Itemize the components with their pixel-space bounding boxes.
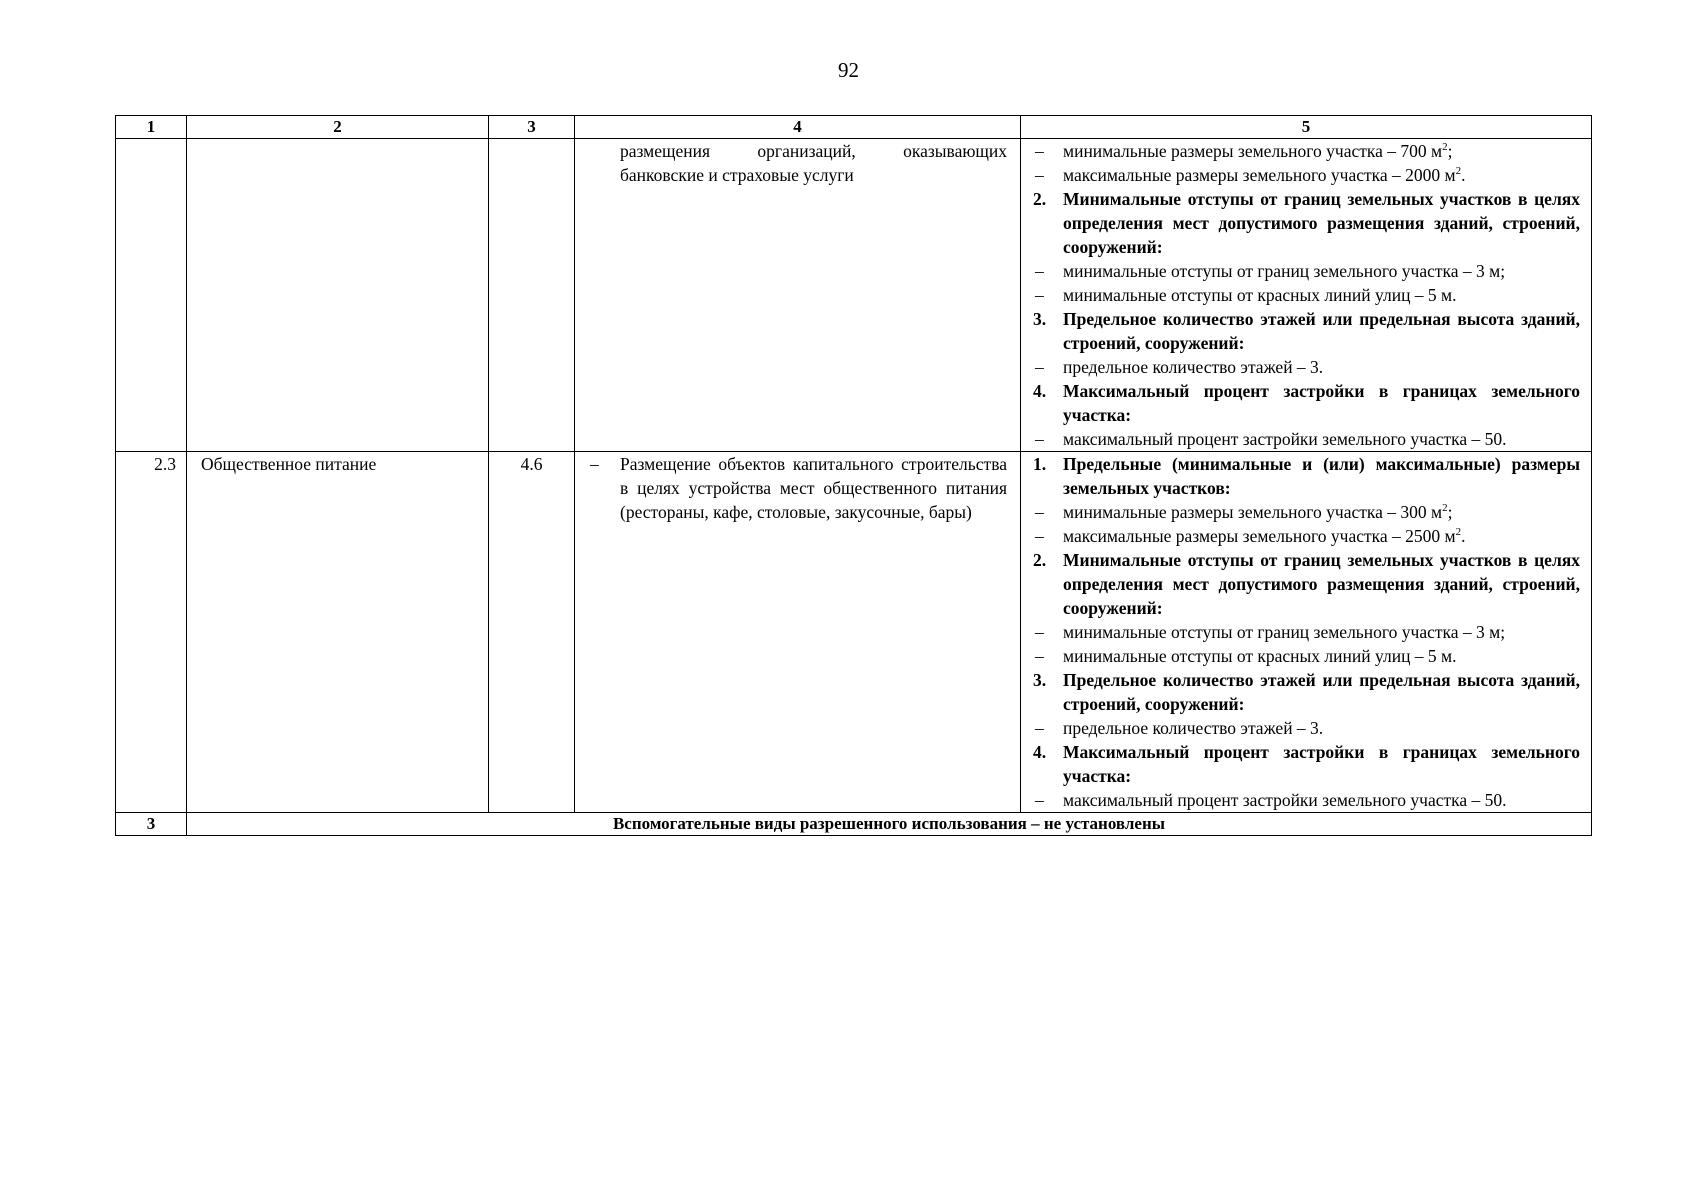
superscript: 2 xyxy=(1455,165,1462,177)
cell-code: 4.6 xyxy=(489,452,575,813)
footer-row xyxy=(116,813,1592,836)
item-number: 2. xyxy=(1033,550,1047,570)
dash-marker: – xyxy=(1035,502,1044,522)
numbered-item xyxy=(1033,452,1580,500)
dash-item xyxy=(1033,427,1580,451)
dash-marker: – xyxy=(1035,790,1044,810)
dash-marker: – xyxy=(1035,261,1044,281)
item-text: минимальные отступы от границ земельного участка – 3 м; xyxy=(1063,622,1506,642)
superscript: 2 xyxy=(1442,502,1448,514)
dash-item xyxy=(1033,524,1580,548)
dash-marker: – xyxy=(590,454,599,474)
footer-number: 3 xyxy=(116,813,187,836)
cell-parameters xyxy=(1021,139,1592,452)
dash-marker: – xyxy=(1035,357,1044,377)
dash-item xyxy=(1033,259,1580,283)
item-text: минимальные отступы от красных линий улиц – 5 м. xyxy=(1063,646,1457,666)
item-number: 2. xyxy=(1033,189,1047,209)
superscript: 2 xyxy=(1455,526,1462,538)
dash-marker: – xyxy=(1035,165,1044,185)
item-text: Максимальный процент застройки в границах земельного участка: xyxy=(1063,742,1580,786)
item-text: минимальные отступы от красных линий улиц – 5 м. xyxy=(1063,285,1457,305)
item-text: максимальный процент застройки земельного участка – 50. xyxy=(1063,429,1507,449)
numbered-item xyxy=(1033,668,1580,716)
cell-parameters xyxy=(1021,452,1592,813)
dash-marker: – xyxy=(1035,429,1044,449)
item-number: 3. xyxy=(1033,670,1047,690)
dash-item xyxy=(1033,644,1580,668)
cell-number xyxy=(116,139,187,452)
cell-use-name: Общественное питание xyxy=(187,452,489,813)
item-text: минимальные отступы от границ земельного участка – 3 м; xyxy=(1063,261,1506,281)
item-number: 3. xyxy=(1033,309,1047,329)
dash-marker: – xyxy=(1035,285,1044,305)
item-text: максимальные размеры земельного участка – 2500 $м^2$. xyxy=(1063,526,1466,546)
item-number: 4. xyxy=(1033,742,1047,762)
dash-marker: – xyxy=(1035,622,1044,642)
dash-item xyxy=(1033,283,1580,307)
item-text: предельное количество этажей – 3. xyxy=(1063,718,1324,738)
cell-code xyxy=(489,139,575,452)
item-text: максимальный процент застройки земельного участка – 50. xyxy=(1063,790,1507,810)
item-text: минимальные размеры земельного участка – 300 $м^2$; xyxy=(1063,502,1453,522)
table-row-2-3 xyxy=(116,452,1592,813)
header-row xyxy=(116,116,1592,139)
cell-number: 2.3 xyxy=(116,452,187,813)
description-text: Размещение объектов капитального строительства в целях устройства мест общественного питания (рестораны, кафе, столовые, закусочные, бары) xyxy=(620,454,1007,522)
page-number: 92 xyxy=(838,58,859,82)
footer-text: Вспомогательные виды разрешенного использования – не установлены xyxy=(187,813,1592,836)
dash-marker: – xyxy=(1035,141,1044,161)
dash-marker: – xyxy=(1035,526,1044,546)
dash-item xyxy=(1033,500,1580,524)
table-row-continued xyxy=(116,139,1592,452)
item-text: предельное количество этажей – 3. xyxy=(1063,357,1324,377)
dash-item xyxy=(1033,139,1580,163)
regulations-table xyxy=(115,115,1592,836)
dash-item xyxy=(1033,163,1580,187)
item-number: 4. xyxy=(1033,381,1047,401)
dash-item xyxy=(1033,716,1580,740)
cell-description xyxy=(575,452,1021,813)
header-cell-3: 3 xyxy=(489,116,575,139)
parameters-list xyxy=(1033,139,1580,451)
dash-marker: – xyxy=(1035,718,1044,738)
header-cell-2: 2 xyxy=(187,116,489,139)
item-text: Максимальный процент застройки в границах земельного участка: xyxy=(1063,381,1580,425)
item-text: Предельное количество этажей или предельная высота зданий, строений, сооружений: xyxy=(1063,670,1580,714)
item-text: Предельное количество этажей или предельная высота зданий, строений, сооружений: xyxy=(1063,309,1580,353)
item-text: Минимальные отступы от границ земельных участков в целях определения мест допустимого размещения зданий, строений, сооружений: xyxy=(1063,550,1580,618)
item-number: 1. xyxy=(1033,454,1047,474)
item-text: Предельные (минимальные и (или) максимальные) размеры земельных участков: xyxy=(1063,454,1580,498)
dash-item xyxy=(1033,788,1580,812)
cell-description xyxy=(575,139,1021,452)
numbered-item xyxy=(1033,379,1580,427)
item-text: максимальные размеры земельного участка – 2000 $м^2$. xyxy=(1063,165,1466,185)
numbered-item xyxy=(1033,548,1580,620)
item-text: минимальные размеры земельного участка – 700 $м^2$; xyxy=(1063,141,1453,161)
numbered-item xyxy=(1033,307,1580,355)
dash-marker: – xyxy=(1035,646,1044,666)
cell-use-name xyxy=(187,139,489,452)
dash-item xyxy=(1033,620,1580,644)
header-cell-5: 5 xyxy=(1021,116,1592,139)
numbered-item xyxy=(1033,187,1580,259)
header-cell-1: 1 xyxy=(116,116,187,139)
numbered-item xyxy=(1033,740,1580,788)
header-cell-4: 4 xyxy=(575,116,1021,139)
parameters-list xyxy=(1033,452,1580,812)
dash-item xyxy=(1033,355,1580,379)
superscript: 2 xyxy=(1442,141,1448,153)
item-text: Минимальные отступы от границ земельных участков в целях определения мест допустимого размещения зданий, строений, сооружений: xyxy=(1063,189,1580,257)
description-text: размещения организаций, оказывающих банковские и страховые услуги xyxy=(620,141,1007,185)
